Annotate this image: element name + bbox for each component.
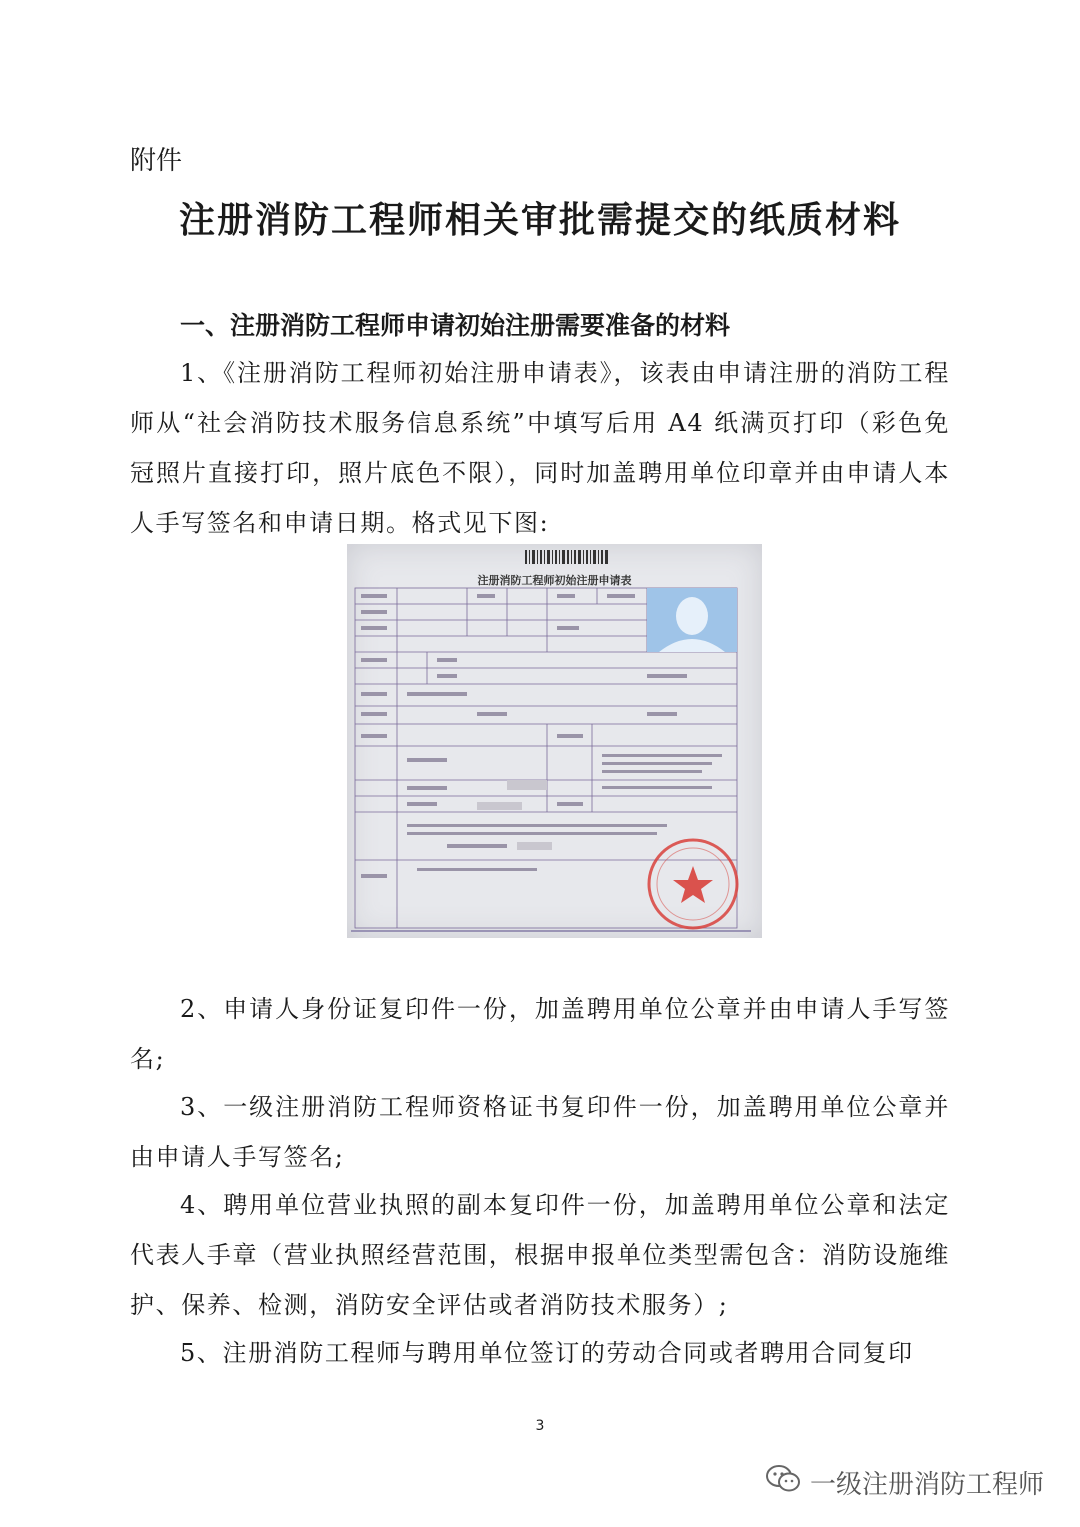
item-4: 4、聘用单位营业执照的副本复印件一份，加盖聘用单位公章和法定代表人手章（营业执照经营范围，根据申报单位类型需包含：消防设施维护、保养、检测，消防安全评估或者消防技术服务）; [130,1191,950,1319]
item-1: 1、《注册消防工程师初始注册申请表》，该表由申请注册的消防工程师从“社会消防技术服务信息系统”中填写后用 A4 纸满页打印（彩色免冠照片直接打印，照片底色不限），同时加盖聘用单位印章并由申请人本人手写签名和申请日期。格式见下图: [130,359,950,537]
item-3: 3、一级注册消防工程师资格证书复印件一份，加盖聘用单位公章并由申请人手写签名; [130,1093,950,1171]
redaction-blurs [477,780,552,850]
watermark [766,1464,1044,1501]
attachment-label: 附件 [130,146,183,176]
item-5: 5、注册消防工程师与聘用单位签订的劳动合同或者聘用合同复印 [180,1339,914,1367]
watermark-text: 一级注册消防工程师 [809,1470,1044,1500]
red-stamp [649,840,737,928]
form-scan-graphic [347,544,762,938]
applicant-photo [647,588,737,652]
item-2: 2、申请人身份证复印件一份，加盖聘用单位公章并由申请人手写签名; [130,995,950,1073]
form-image-title: 注册消防工程师初始注册申请表 [477,574,632,587]
application-form-image [347,544,762,938]
page-number: 3 [535,1418,545,1434]
footer-url-line [351,930,751,932]
barcode [525,550,608,564]
section-heading: 一、注册消防工程师申请初始注册需要准备的材料 [180,311,731,340]
wechat-icon [766,1465,800,1500]
document-title: 注册消防工程师相关审批需提交的纸质材料 [178,200,901,241]
